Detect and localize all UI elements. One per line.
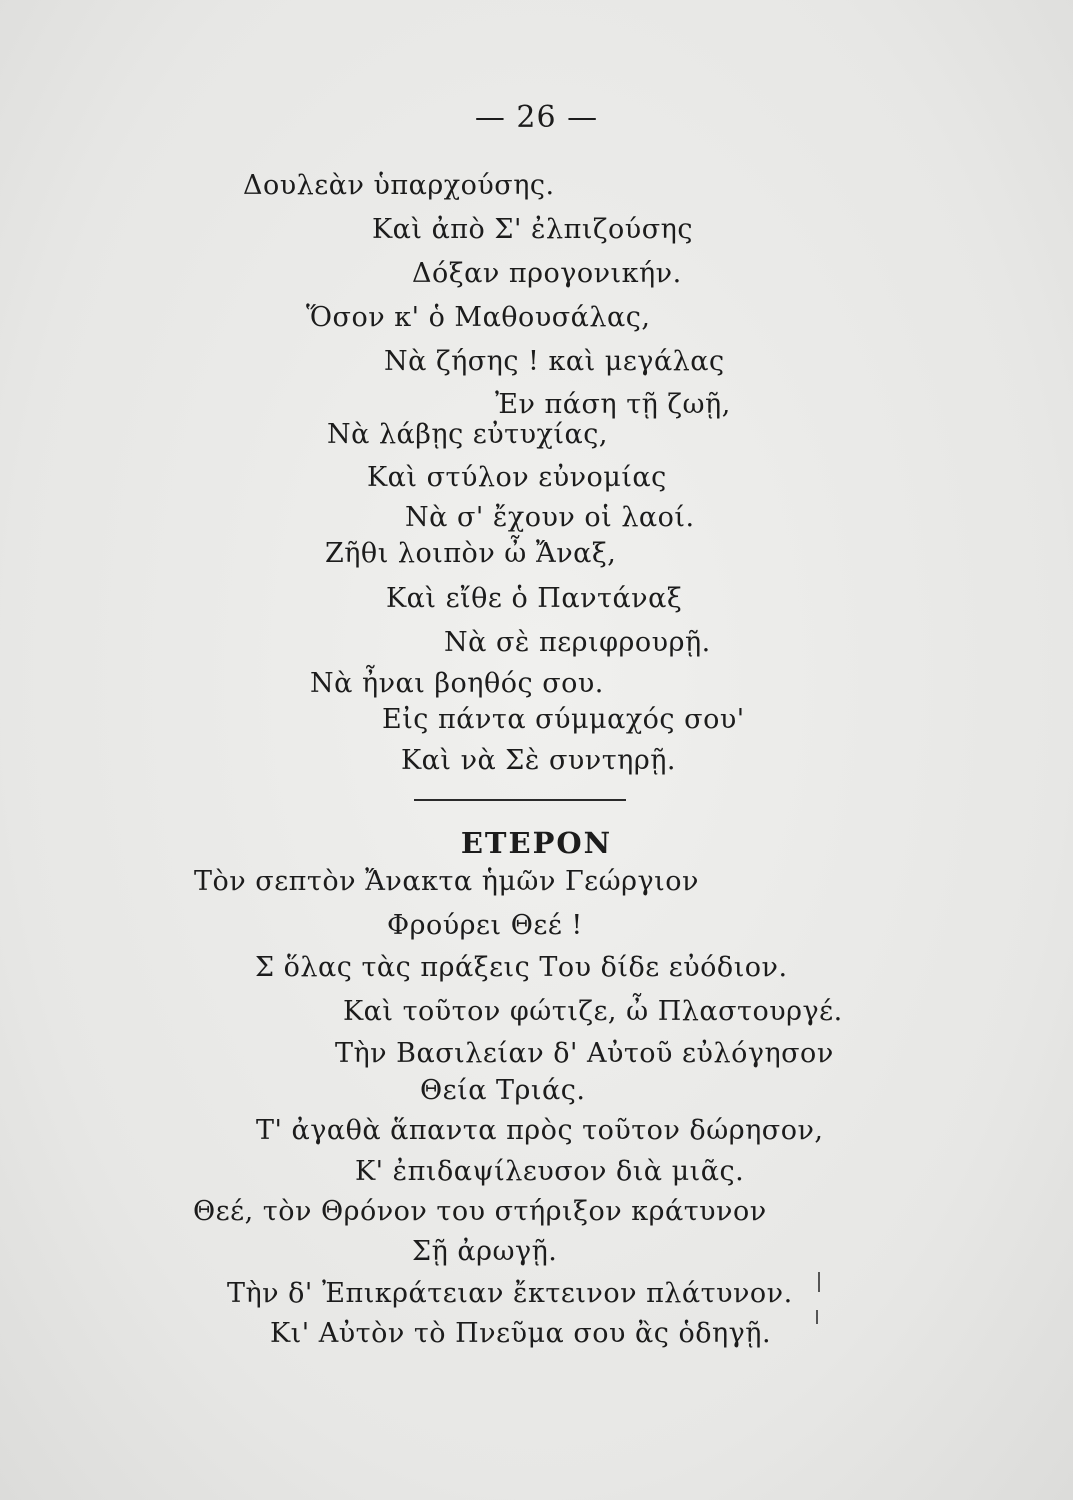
verse-line: Ἐν πάση τῇ ζωῇ,: [495, 389, 731, 420]
verse-line: Νὰ ζήσης ! καὶ μεγάλας: [384, 346, 725, 377]
verse-line: Θεέ, τὸν Θρόνον του στήριξον κράτυνον: [193, 1196, 767, 1227]
verse-line: Φρούρει Θεέ !: [387, 910, 583, 941]
verse-line: Νὰ σὲ περιφρουρῇ.: [444, 627, 711, 658]
verse-line: Σῇ ἀρωγῇ.: [412, 1236, 558, 1267]
verse-line: Σ ὅλας τὰς πράξεις Του δίδε εὐόδιον.: [255, 952, 788, 983]
verse-line: Κι' Αὐτὸν τὸ Πνεῦμα σου ἂς ὁδηγῇ.: [270, 1318, 772, 1349]
verse-line: Δουλεὰν ὑπαρχούσης.: [243, 170, 555, 201]
verse-line: Τὴν δ' Ἐπικράτειαν ἔκτεινον πλάτυνον.: [227, 1278, 793, 1309]
margin-mark: [818, 1272, 820, 1292]
verse-line: Θεία Τριάς.: [420, 1075, 586, 1106]
verse-line: Καὶ εἴθε ὁ Παντάναξ: [386, 583, 683, 614]
verse-line: Τ' ἀγαθὰ ἅπαντα πρὸς τοῦτον δώρησον,: [256, 1115, 824, 1146]
verse-line: Τὸν σεπτὸν Ἄνακτα ἡμῶν Γεώργιον: [194, 866, 699, 897]
page-number: — 26 —: [474, 100, 599, 135]
verse-line: Καὶ ἀπὸ Σ' ἐλπιζούσης: [372, 214, 693, 245]
verse-line: Δόξαν προγονικήν.: [412, 258, 682, 289]
verse-line: Ζῆθι λοιπὸν ὦ Ἄναξ,: [325, 538, 617, 569]
verse-line: Τὴν Βασιλείαν δ' Αὐτοῦ εὐλόγησον: [335, 1038, 834, 1069]
verse-line: Κ' ἐπιδαψίλευσον διὰ μιᾶς.: [355, 1156, 745, 1187]
verse-line: Καὶ στύλον εὐνομίας: [367, 462, 667, 493]
verse-line: Νὰ λάβῃς εὐτυχίας,: [327, 419, 608, 450]
verse-line: Νὰ ἦναι βοηθός σου.: [310, 668, 604, 699]
verse-line: Καὶ νὰ Σὲ συντηρῇ.: [401, 745, 676, 776]
verse-line: Νὰ σ' ἔχουν οἱ λαοί.: [405, 502, 695, 533]
section-divider: [414, 799, 626, 801]
poem-title: ΕΤΕΡΟΝ: [460, 826, 613, 860]
margin-mark: [816, 1310, 818, 1324]
verse-line: Εἰς πάντα σύμμαχός σου': [382, 704, 745, 735]
verse-line: Ὅσον κ' ὁ Μαθουσάλας,: [306, 302, 651, 333]
verse-line: Καὶ τοῦτον φώτιζε, ὦ Πλαστουργέ.: [343, 996, 843, 1027]
